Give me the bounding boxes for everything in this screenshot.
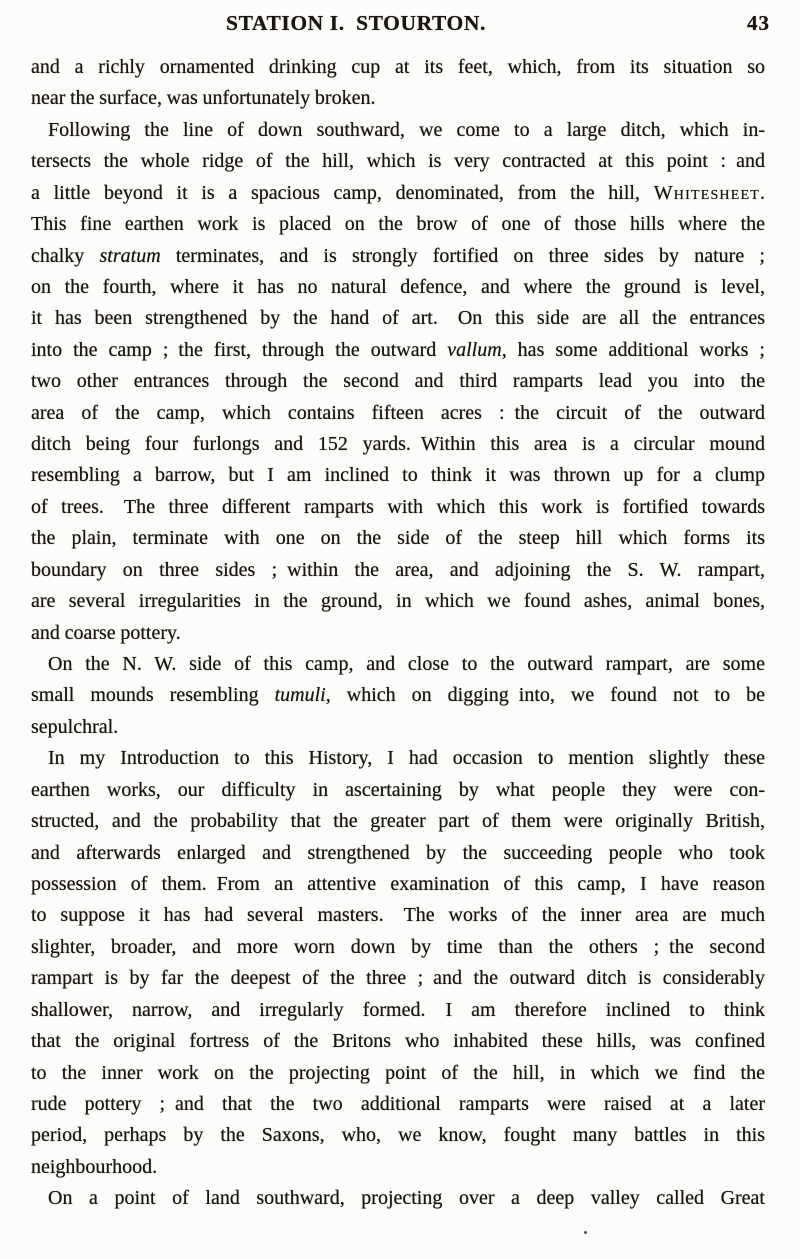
text-line (31, 303, 765, 334)
text-segment: earthen works, our difficulty in ascertaining by what people they were con- (31, 778, 765, 801)
text-segment: In my Introduction to this History, I had occasion to mention slightly these (48, 747, 765, 770)
italic-text: stratum (99, 244, 161, 267)
text-line (31, 900, 765, 931)
text-block (31, 52, 765, 1215)
text-line (31, 963, 765, 994)
text-segment: ditch being four furlongs and 152 yards. Within this area is a circular mound (31, 433, 765, 456)
text-line (31, 649, 765, 680)
text-segment: area of the camp, which contains fifteen acres : the circuit of the outward (31, 401, 765, 424)
text-line (31, 1183, 765, 1214)
text-segment: and coarse pottery. (31, 621, 181, 644)
text-segment: rude pottery ; and that the two additional ramparts were raised at a later (31, 1092, 765, 1115)
text-segment: sepulchral. (31, 715, 119, 738)
page-title: STATION I. STOURTON. (226, 11, 486, 35)
italic-text: tumuli (274, 684, 326, 707)
text-line (31, 241, 765, 272)
text-segment: tersects the whole ridge of the hill, which is very contracted at this point : and (31, 150, 765, 173)
text-line (31, 429, 765, 460)
small-caps-text: Whitesheet (653, 181, 760, 204)
text-segment: the plain, terminate with one on the side of the steep hill which forms its (31, 527, 765, 550)
text-line (31, 743, 765, 774)
page-number: 43 (747, 11, 770, 35)
text-segment: into the camp ; the first, through the outward (31, 338, 448, 361)
text-segment: boundary on three sides ; within the area, and adjoining the S. W. rampart, (31, 558, 765, 581)
text-line (31, 523, 765, 554)
text-line (31, 146, 765, 177)
text-line (31, 932, 765, 963)
text-segment: and afterwards enlarged and strengthened by the succeeding people who took (31, 841, 765, 864)
text-segment: On the N. W. side of this camp, and close to the outward rampart, are some (48, 653, 765, 676)
text-segment: On a point of land southward, projecting over a deep valley called Great (48, 1187, 765, 1210)
text-segment: . (760, 181, 765, 204)
running-header (31, 11, 681, 36)
text-segment: it has been strengthened by the hand of art. On this side are all the entrances (31, 307, 765, 330)
text-line (31, 1152, 765, 1183)
text-segment: two other entrances through the second and third ramparts lead you into the (31, 370, 765, 393)
text-line (31, 869, 765, 900)
text-segment: of trees. The three different ramparts with which this work is fortified towards (31, 495, 765, 518)
text-segment: a little beyond it is a spacious camp, denominated, from the hill, (31, 181, 654, 204)
text-line (31, 52, 765, 83)
text-line (31, 178, 765, 209)
text-line (31, 492, 765, 523)
text-line (31, 806, 765, 837)
text-segment: shallower, narrow, and irregularly formed. I am therefore inclined to think (31, 998, 765, 1021)
text-segment: that the original fortress of the Britons who inhabited these hills, was confined (31, 1030, 765, 1053)
scan-speck (584, 1231, 587, 1234)
text-segment: to suppose it has had several masters. The works of the inner area are much (31, 904, 765, 927)
text-segment: are several irregularities in the ground, in which we found ashes, animal bones, (31, 590, 765, 613)
text-line (31, 712, 765, 743)
text-segment: neighbourhood. (31, 1155, 158, 1178)
text-line (31, 335, 765, 366)
text-segment: resembling a barrow, but I am inclined to think it was thrown up for a clump (31, 464, 765, 487)
text-line (31, 398, 765, 429)
text-segment: terminates, and is strongly fortified on three sides by nature ; (160, 244, 765, 267)
text-segment: period, perhaps by the Saxons, who, we know, fought many battles in this (31, 1124, 765, 1147)
text-line (31, 209, 765, 240)
text-line (31, 775, 765, 806)
text-segment: Following the line of down southward, we come to a large ditch, which in- (48, 118, 765, 141)
text-segment: to the inner work on the projecting point of the hill, in which we find the (31, 1061, 765, 1084)
text-line (31, 680, 765, 711)
text-line (31, 555, 765, 586)
text-line (31, 272, 765, 303)
italic-text: vallum (447, 338, 502, 361)
text-segment: possession of them. From an attentive examination of this camp, I have reason (31, 872, 765, 895)
text-line (31, 618, 765, 649)
text-line (31, 1026, 765, 1057)
text-line (31, 1089, 765, 1120)
text-segment: small mounds resembling (31, 684, 275, 707)
text-line (31, 366, 765, 397)
text-segment: rampart is by far the deepest of the three ; and the outward ditch is considerably (31, 967, 765, 990)
text-line (31, 1058, 765, 1089)
text-segment: This fine earthen work is placed on the brow of one of those hills where the (31, 213, 765, 236)
text-segment: and a richly ornamented drinking cup at its feet, which, from its situation so (31, 56, 765, 78)
text-segment: on the fourth, where it has no natural defence, and where the ground is level, (31, 275, 765, 298)
text-segment: , which on digging into, we found not to be (325, 684, 765, 707)
text-line (31, 115, 765, 146)
text-segment: structed, and the probability that the greater part of them were originally British, (31, 810, 765, 833)
text-line (31, 83, 765, 114)
text-segment: near the surface, was unfortunately broken. (31, 87, 376, 110)
text-line (31, 460, 765, 491)
text-segment: , has some additional works ; (501, 338, 765, 361)
text-line (31, 586, 765, 617)
text-line (31, 995, 765, 1026)
text-segment: slighter, broader, and more worn down by time than the others ; the second (31, 935, 765, 958)
text-segment: chalky (31, 244, 100, 267)
text-line (31, 1120, 765, 1151)
text-line (31, 838, 765, 869)
